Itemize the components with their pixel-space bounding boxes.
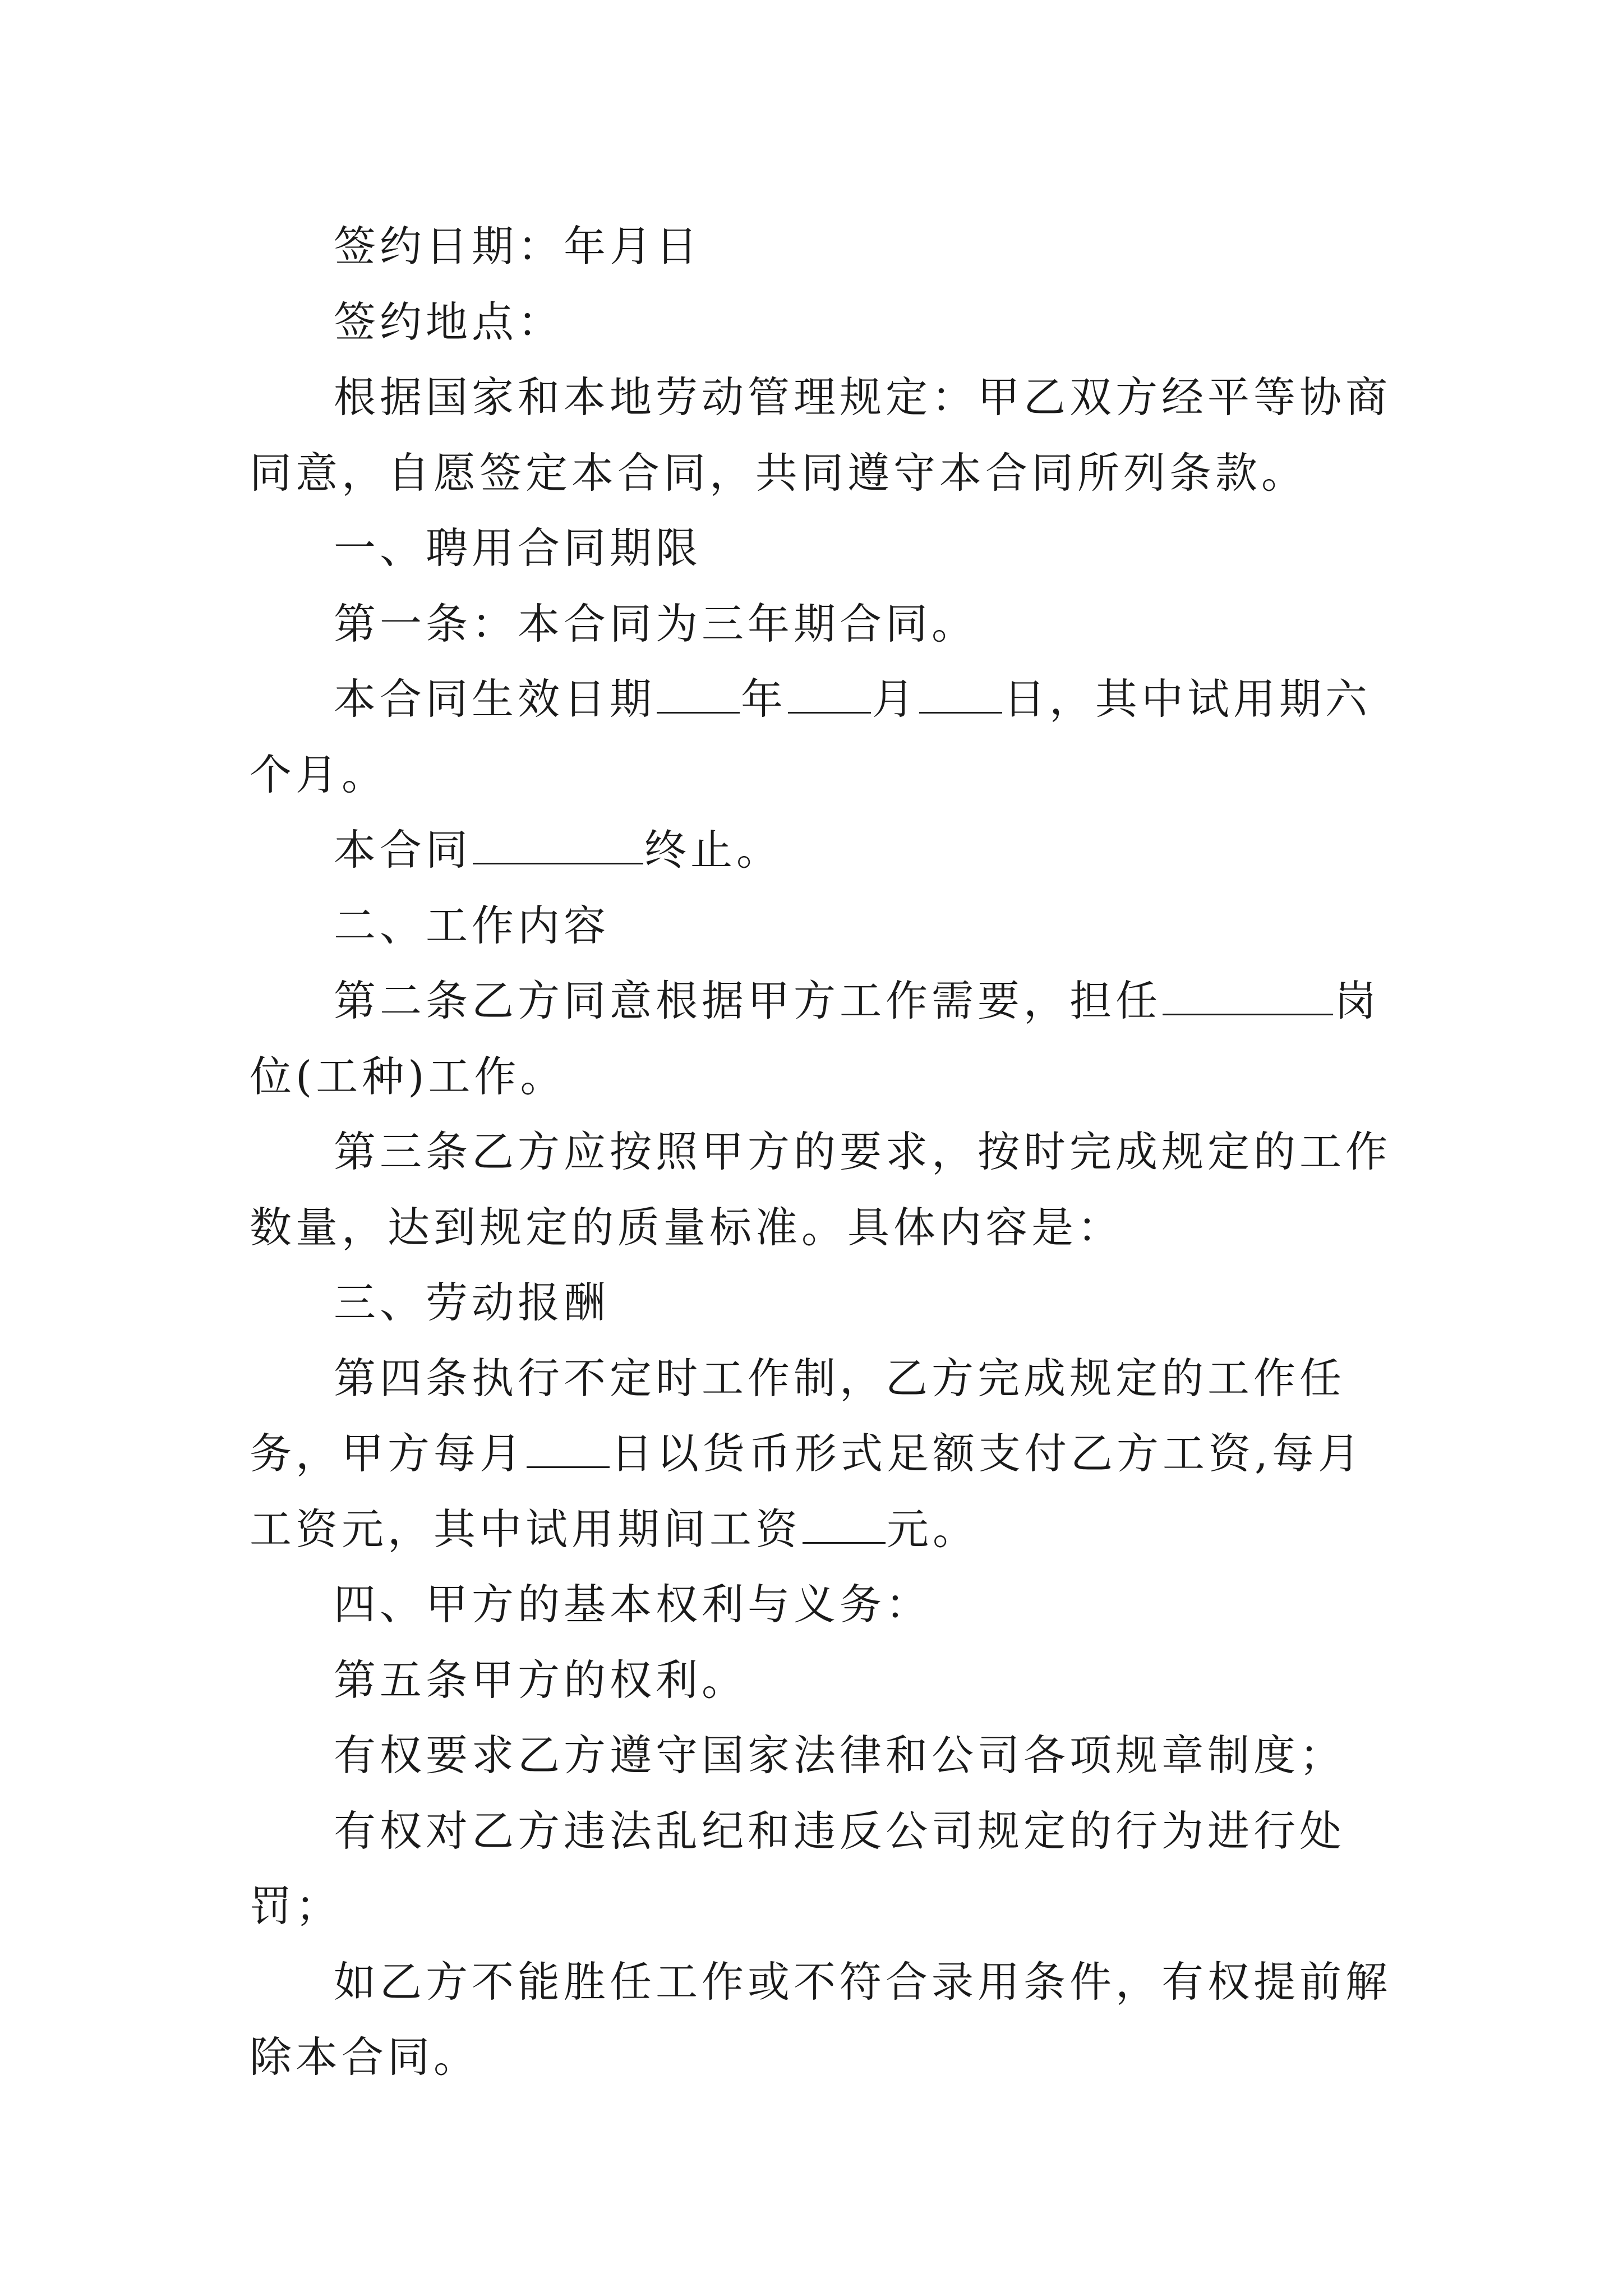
right-3-paragraph: 如乙方不能胜任工作或不符合录用条件，有权提前解除本合同。 xyxy=(250,1957,1392,2082)
effective-date-text-2: 年 xyxy=(741,674,787,724)
article-5-paragraph: 第五条甲方的权利。 xyxy=(334,1655,748,1705)
article-2-text-1: 第二条乙方同意根据甲方工作需要，担任 xyxy=(334,976,1162,1025)
effective-date-text-1: 本合同生效日期 xyxy=(334,674,656,724)
termination-text-1: 本合同 xyxy=(334,825,472,875)
sign-place-line: 签约地点： xyxy=(334,297,564,347)
document-body xyxy=(250,209,1399,2095)
article-4-paragraph xyxy=(250,1341,1399,1567)
payday-blank xyxy=(527,1434,610,1468)
article-1-paragraph: 第一条：本合同为三年期合同。 xyxy=(334,599,978,648)
effective-date-paragraph xyxy=(250,661,1399,812)
right-1-paragraph: 有权要求乙方遵守国家法律和公司各项规章制度； xyxy=(334,1731,1346,1780)
article-2-paragraph xyxy=(250,963,1399,1114)
section-heading-term: 一、聘用合同期限 xyxy=(334,523,702,573)
day-blank xyxy=(919,679,1002,714)
section-heading-pay: 三、劳动报酬 xyxy=(334,1278,610,1327)
month-blank xyxy=(788,679,871,714)
article-4-text-2: 日以货币形式足额支付乙方工资,每月工资元，其中试用期间工资 xyxy=(250,1429,1364,1554)
section-heading-work: 二、工作内容 xyxy=(334,900,610,950)
article-4-text-3: 元。 xyxy=(887,1504,979,1554)
right-2-paragraph: 有权对乙方违法乱纪和违反公司规定的行为进行处罚； xyxy=(250,1806,1346,1931)
position-blank xyxy=(1163,981,1333,1015)
termination-paragraph xyxy=(250,812,1399,888)
effective-date-text-4: 日，其中试用期六个月。 xyxy=(250,674,1372,799)
termination-date-blank xyxy=(473,830,643,864)
preamble-paragraph: 根据国家和本地劳动管理规定：甲乙双方经平等协商同意，自愿签定本合同，共同遵守本合同所列条款。 xyxy=(250,372,1392,498)
article-3-paragraph: 第三条乙方应按照甲方的要求，按时完成规定的工作数量，达到规定的质量标准。具体内容是： xyxy=(250,1127,1392,1252)
effective-date-text-3: 月 xyxy=(872,674,919,724)
termination-text-2: 终止。 xyxy=(644,825,783,875)
article-4-text-1: 第四条执行不定时工作制，乙方完成规定的工作任务，甲方每月 xyxy=(250,1353,1346,1478)
sign-date-line: 签约日期：年月日 xyxy=(334,222,702,271)
probation-salary-blank xyxy=(803,1510,886,1544)
year-blank xyxy=(657,679,740,714)
section-heading-party-a: 四、甲方的基本权利与义务： xyxy=(334,1580,932,1629)
article-2-text-2: 岗位(工种)工作。 xyxy=(250,976,1381,1101)
